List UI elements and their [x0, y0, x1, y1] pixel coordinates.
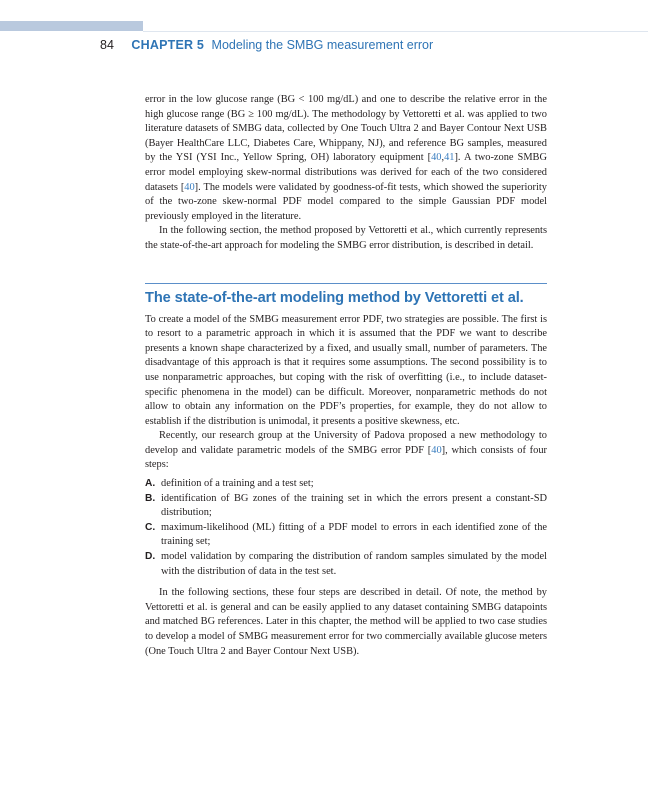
step-label: C. [145, 521, 156, 533]
intro-paragraph-1 [145, 93, 547, 224]
section-paragraph-3: In the following sections, these four steps are described in detail. Of note, the method by Vettoretti et al. is general and can be easily applied to any dataset containing SMBG datapoints and matched BG references. Later in this chapter, the method will be applied to two case studies to develop a model of SMBG measurement error for two commercially available glucose meters (One Touch Ultra 2 and Bayer Contour Next USB). [145, 587, 547, 657]
text-run: , [441, 152, 445, 164]
header-accent-bar [0, 21, 143, 31]
page-number: 84 [100, 38, 114, 52]
chapter-label: CHAPTER 5 [131, 38, 205, 52]
page-body [145, 93, 547, 659]
text-run: ], which consists of four steps: [145, 444, 547, 471]
step-label: B. [145, 492, 156, 504]
citation-link[interactable]: 41 [444, 152, 455, 164]
text-run: ]. A two-zone SMBG error model employing skew-normal distributions was derived for each of the two considered datasets [ [145, 152, 547, 193]
running-header [100, 37, 628, 53]
list-item [145, 521, 547, 550]
list-item [145, 492, 547, 521]
chapter-title: Modeling the SMBG measurement error [211, 38, 434, 52]
citation-link[interactable]: 40 [431, 152, 442, 164]
section-paragraph-2 [145, 429, 547, 473]
section-divider [145, 283, 547, 284]
text-run: ]. The models were validated by goodness-of-fit tests, which showed the superiority of the two-zone skew-normal PDF model compared to the simple Gaussian PDF model previously employed in the literature. [145, 181, 547, 222]
header-rule [143, 31, 648, 32]
list-item [145, 477, 547, 492]
section-heading: The state-of-the-art modeling method by Vettoretti et al. [145, 289, 524, 306]
citation-link[interactable]: 40 [184, 181, 195, 193]
step-text: model validation by comparing the distribution of random samples simulated by the model with the distribution of data in the test set. [161, 551, 547, 577]
step-label: D. [145, 551, 156, 563]
step-text: identification of BG zones of the training set in which the errors present a constant-SD distribution; [161, 492, 547, 519]
text-run: Recently, our research group at the University of Padova proposed a new methodology to develop and validate parametric models of the SMBG error PDF [ [145, 430, 547, 456]
section-paragraph-1: To create a model of the SMBG measurement error PDF, two strategies are possible. The first is to resort to a parametric approach in which it is assumed that the PDF we want to describe presents a known shape characterized by a fixed, and usually small, number of parameters. The disadvantage of this approach is that it requires some assumptions. The second possibility is to use nonparametric approaches, but coping with the risk of overfitting (i.e., to include dataset-specific phenomena in the model) can be difficult. Moreover, nonparametric methods do not allow to obtain any information on the PDF’s properties, for example, they do not allow to establish if the distribution is unimodal, it presents a positive skewness, etc. [145, 313, 547, 427]
text-run: error in the low glucose range (BG < 100 mg/dL) and one to describe the relative error in the high glucose range (BG ≥ 100 mg/dL). The methodology by Vettoretti et al. was applied to two literature datasets of SMBG data, collected by One Touch Ultra 2 and Bayer Contour Next USB (Bayer HealthCare LLC, Diabetes Care, Whippany, NJ), and reference BG samples, measured by the YSI (YSI Inc., Yellow Spring, OH) laboratory equipment [ [145, 94, 547, 164]
steps-list [145, 477, 547, 579]
step-label: A. [145, 478, 156, 490]
step-text: definition of a training and a test set; [161, 478, 314, 490]
citation-link[interactable]: 40 [431, 444, 442, 456]
step-text: maximum-likelihood (ML) fitting of a PDF model to errors in each identified zone of the training set; [161, 521, 547, 548]
list-item [145, 550, 547, 579]
intro-paragraph-2: In the following section, the method proposed by Vettoretti et al., which currently represents the state-of-the-art approach for modeling the SMBG error distribution, is described in detail. [145, 225, 547, 251]
